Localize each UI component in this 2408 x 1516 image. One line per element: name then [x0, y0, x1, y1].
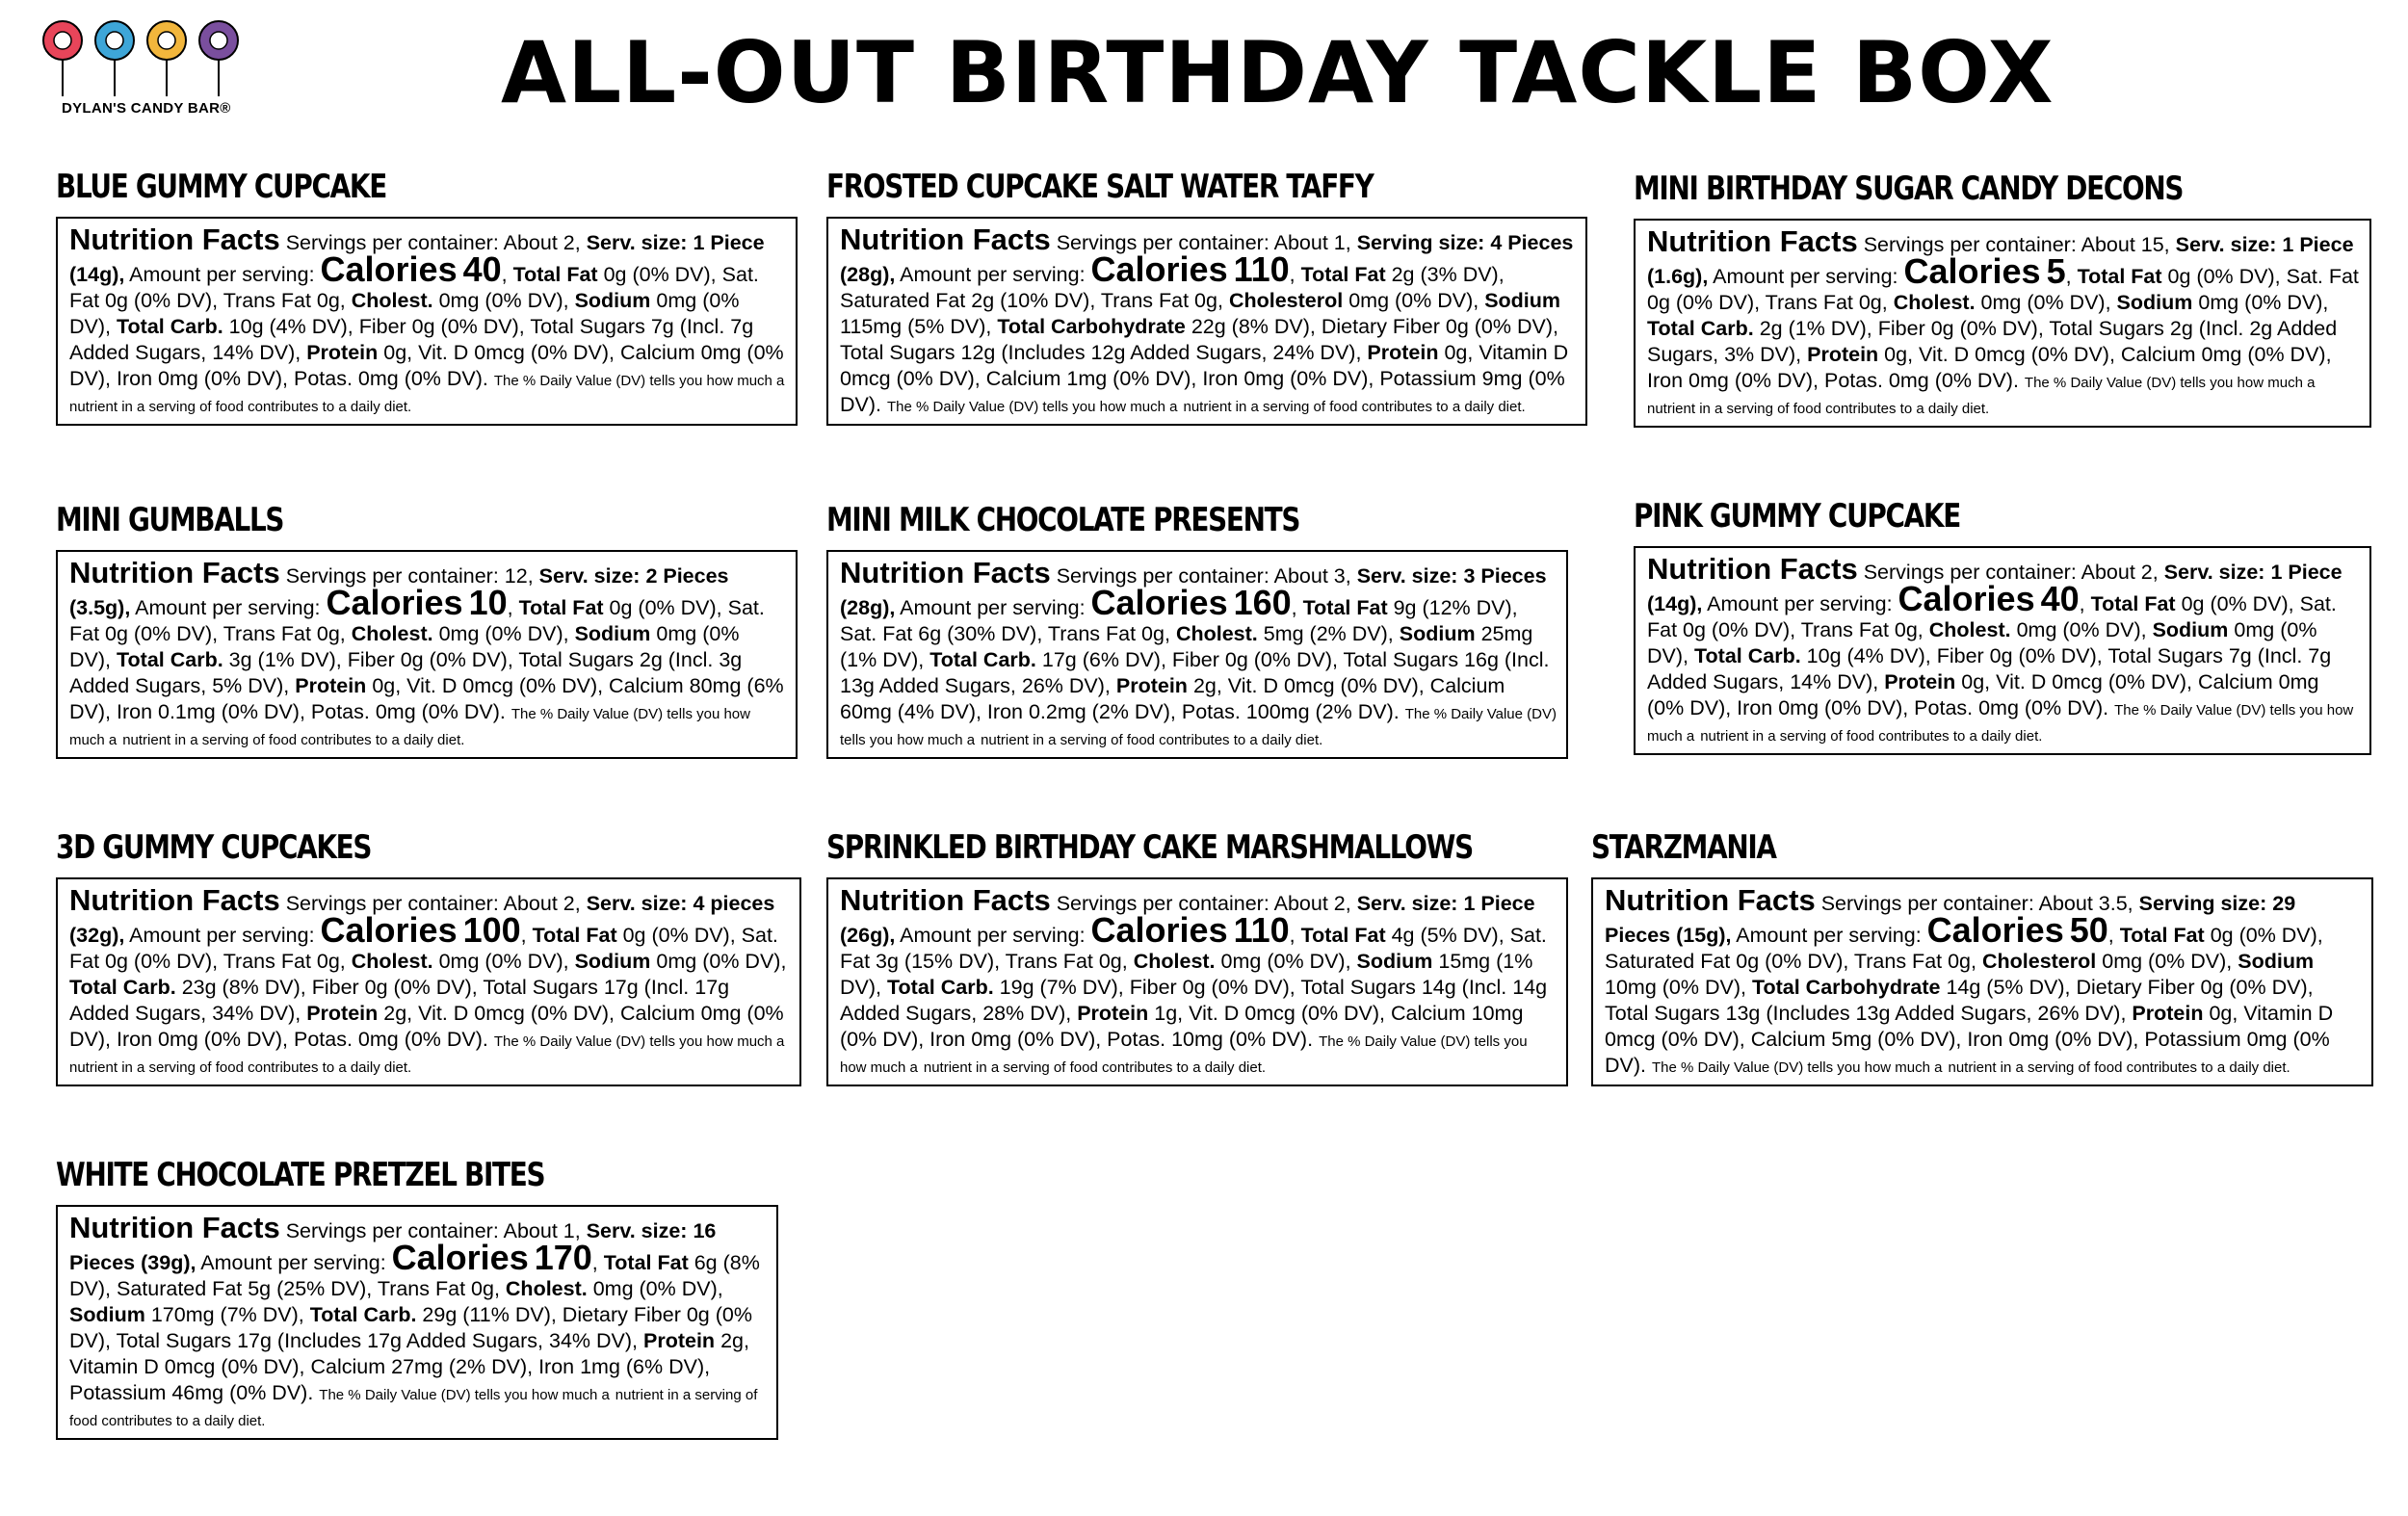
nutrient-value: 0mg (0% DV), [1647, 618, 2317, 668]
calories-label: Calories [326, 583, 463, 623]
nutrient-value: 0g (0% DV), [603, 263, 717, 287]
servings-label: Servings per container: [1820, 892, 2034, 916]
nutrient-label: Total Carb. [1647, 317, 1754, 341]
nutrient-value: Sat. Fat 0g (0% DV), Trans Fat 0g, [69, 263, 759, 313]
product-mini-gumballs [56, 503, 798, 759]
nutrient-value: 29g (11% DV), Dietary Fiber 0g (0% DV), Total Sugars 17g (Includes 17g Added Sugars, 34% DV), [69, 1303, 752, 1353]
product-sprinkled-birthday-cake-marshmallows [826, 830, 1568, 1086]
serving-size-value: 1 Piece (26g), [840, 892, 1535, 948]
serving-size-label: Serving size: [1356, 231, 1485, 255]
nutrient-label: Protein [1367, 341, 1439, 365]
servings-value: About 2, [2081, 561, 2159, 585]
dv-disclaimer-end: nutrient in a serving of food contributes to a daily diet. [69, 399, 412, 416]
dv-disclaimer-end: nutrient in a serving of food contributes to a daily diet. [122, 732, 465, 749]
nutrient-label: Sodium [574, 622, 651, 646]
servings-label: Servings per container: [285, 564, 499, 588]
nutrient-value: 22g (8% DV), Dietary Fiber 0g (0% DV), Total Sugars 12g (Includes 12g Added Sugars, 24% DV), [840, 315, 1558, 365]
nutrient-label: Sodium [2152, 618, 2229, 642]
nutrition-label: Nutrition Facts Servings per container: About 3, Serv. size: 3 Pieces (28g), Amount per serving: Calories 160, Total Fat 9g (12% DV), Sat. Fat 6g (30% DV), Trans Fat 0g, Cholest. 5mg (2% DV), Sodium 25mg (1% DV), Total Carb. 17g (6% DV), Fiber 0g (0% DV), Total Sugars 16g (Incl. 13g Added Sugars, 26% DV), Protein 2g, Vit. D 0mcg (0% DV), Calcium 60mg (4% DV), Iron 0.2mg (2% DV), Potas. 100mg (2% DV). The % Daily Value (DV) tells you how much a nutrient in a serving of food contributes to a daily diet. [826, 550, 1568, 759]
nutrition-facts-heading: Nutrition Facts [69, 1211, 280, 1245]
dv-disclaimer-end: nutrient in a serving of food contributes to a daily diet. [1647, 401, 1990, 418]
nutrient-label: Protein [1077, 1002, 1149, 1026]
nutrient-label: Sodium [1399, 622, 1476, 646]
nutrient-value: 2g, Vitamin D 0mcg (0% DV), Calcium 27mg (2% DV), Iron 1mg (6% DV), Potassium 46mg (0% DV). [69, 1329, 749, 1405]
nutrient-value: 1g, Vit. D 0mcg (0% DV), Calcium 10mg (0% DV), Iron 0mg (0% DV), Potas. 10mg (0% DV). [840, 1002, 1524, 1052]
nutrient-label: Total Fat [532, 924, 617, 948]
serving-size-label: Serv. size: [586, 892, 688, 916]
nutrient-label: Sodium [2238, 950, 2315, 974]
nutrient-label: Cholest. [351, 950, 433, 974]
nutrient-label: Total Fat [1300, 924, 1386, 948]
nutrient-value: 0mg (0% DV), [2198, 291, 2329, 315]
nutrient-label: Total Fat [512, 263, 598, 287]
nutrient-value: 170mg (7% DV), [150, 1303, 304, 1327]
calories-value: 160 [1233, 583, 1292, 623]
product-name: SPRINKLED BIRTHDAY CAKE MARSHMALLOWS [826, 828, 1473, 867]
nutrient-value: 0mg (0% DV), [69, 622, 740, 672]
servings-label: Servings per container: [285, 892, 499, 916]
nutrient-label: Cholest. [1928, 618, 2011, 642]
nutrient-value: 5mg (2% DV), [1263, 622, 1394, 646]
brand-name: DYLAN'S CANDY BAR® [62, 100, 231, 117]
nutrition-facts-heading: Nutrition Facts [840, 883, 1051, 918]
nutrient-value: 4g (5% DV), Sat. Fat 3g (15% DV), Trans Fat 0g, [840, 924, 1547, 974]
nutrient-value: 0mg (0% DV), [438, 622, 569, 646]
nutrient-value: 0mg (0% DV), [656, 950, 787, 974]
calories-value: 10 [468, 583, 508, 623]
nutrient-label: Sodium [2116, 291, 2193, 315]
nutrition-facts-heading: Nutrition Facts [69, 883, 280, 918]
nutrient-label: Total Fat [603, 1251, 689, 1275]
nutrient-label: Sodium [574, 950, 651, 974]
servings-value: About 3, [1273, 564, 1351, 588]
nutrient-label: Total Carb. [929, 648, 1036, 672]
nutrient-value: 6g (8% DV), Saturated Fat 5g (25% DV), Trans Fat 0g, [69, 1251, 760, 1301]
nutrient-value: 0g (0% DV), Sat. Fat 0g (0% DV), Trans Fat 0g, [69, 596, 765, 646]
nutrient-value: 0mg (0% DV), [1220, 950, 1351, 974]
nutrient-label: Total Fat [2119, 924, 2205, 948]
dv-disclaimer: The % Daily Value (DV) tells you how much a [1647, 702, 2354, 745]
nutrition-label: Nutrition Facts Servings per container: About 15, Serv. size: 1 Piece (1.6g), Amount per serving: Calories 5, Total Fat 0g (0% DV), Sat. Fat 0g (0% DV), Trans Fat 0g, Cholest. 0mg (0% DV), Sodium 0mg (0% DV), Total Carb. 2g (1% DV), Fiber 0g (0% DV), Total Sugars 2g (Incl. 2g Added Sugars, 3% DV), Protein 0g, Vit. D 0mcg (0% DV), Calcium 0mg (0% DV), Iron 0mg (0% DV), Potas. 0mg (0% DV). The % Daily Value (DV) tells you how much a nutrient in a serving of food contributes to a daily diet. [1634, 219, 2371, 428]
nutrient-label: Cholesterol [1981, 950, 2097, 974]
dv-disclaimer: The % Daily Value (DV) tells you how much a [69, 706, 750, 749]
servings-value: About 2, [503, 231, 581, 255]
calories-label: Calories [1903, 251, 2041, 292]
dv-disclaimer: The % Daily Value (DV) tells you how much a [493, 1033, 785, 1051]
product-name: PINK GUMMY CUPCAKE [1634, 497, 1960, 536]
nutrition-label: Nutrition Facts Servings per container: About 1, Serv. size: 16 Pieces (39g), Amount per serving: Calories 170, Total Fat 6g (8% DV), Saturated Fat 5g (25% DV), Trans Fat 0g, Cholest. 0mg (0% DV), Sodium 170mg (7% DV), Total Carb. 29g (11% DV), Dietary Fiber 0g (0% DV), Total Sugars 17g (Includes 17g Added Sugars, 34% DV), Protein 2g, Vitamin D 0mcg (0% DV), Calcium 27mg (2% DV), Iron 1mg (6% DV), Potassium 46mg (0% DV). The % Daily Value (DV) tells you how much a nutrient in a serving of food contributes to a daily diet. [56, 1205, 778, 1440]
serving-size-label: Serv. size: [1356, 564, 1458, 588]
product-starzmania [1591, 830, 2373, 1086]
product-white-chocolate-pretzel-bites [56, 1158, 778, 1440]
nutrient-label: Total Carb. [116, 648, 223, 672]
product-name: BLUE GUMMY CUPCAKE [56, 168, 386, 206]
product-mini-milk-chocolate-presents [826, 503, 1568, 759]
serving-size-label: Serv. size: [1356, 892, 1458, 916]
servings-value: About 2, [503, 892, 581, 916]
amount-per-serving-label: Amount per serving: [900, 596, 1086, 620]
nutrient-label: Protein [2132, 1002, 2204, 1026]
nutrient-value: 0mg (0% DV), [1980, 291, 2111, 315]
dv-disclaimer-end: nutrient in a serving of food contributes to a daily diet. [69, 1059, 412, 1077]
calories-value: 5 [2046, 251, 2066, 292]
serving-size-value: 1 Piece (14g), [1647, 561, 2343, 616]
nutrient-value: 15mg (1% DV), [840, 950, 1533, 1000]
amount-per-serving-label: Amount per serving: [900, 924, 1086, 948]
serving-size-label: Serv. size: [538, 564, 641, 588]
candy-icon [199, 21, 238, 96]
nutrition-label: Nutrition Facts Servings per container: About 2, Serv. size: 4 pieces (32g), Amount per serving: Calories 100, Total Fat 0g (0% DV), Sat. Fat 0g (0% DV), Trans Fat 0g, Cholest. 0mg (0% DV), Sodium 0mg (0% DV), Total Carb. 23g (8% DV), Fiber 0g (0% DV), Total Sugars 17g (Incl. 17g Added Sugars, 34% DV), Protein 2g, Vit. D 0mcg (0% DV), Calcium 0mg (0% DV), Iron 0mg (0% DV), Potas. 0mg (0% DV). The % Daily Value (DV) tells you how much a nutrient in a serving of food contributes to a daily diet. [56, 877, 801, 1086]
serving-size-label: Serv. size: [2163, 561, 2265, 585]
servings-value: About 15, [2081, 233, 2170, 257]
product-pink-gummy-cupcake [1634, 499, 2371, 755]
nutrient-label: Protein [1884, 670, 1956, 694]
nutrition-facts-heading: Nutrition Facts [69, 556, 280, 590]
serving-size-value: 3 Pieces (28g), [840, 564, 1547, 620]
amount-per-serving-label: Amount per serving: [200, 1251, 386, 1275]
dv-disclaimer: The % Daily Value (DV) tells you how much a [2024, 375, 2316, 392]
calories-label: Calories [1926, 910, 2064, 951]
nutrient-label: Cholest. [351, 622, 433, 646]
calories-value: 110 [1233, 249, 1290, 290]
dv-disclaimer: The % Daily Value (DV) tells you how much a [1651, 1059, 1943, 1077]
serving-size-value: 1 Piece (14g), [69, 231, 765, 287]
nutrition-label: Nutrition Facts Servings per container: About 3.5, Serving size: 29 Pieces (15g), Amount per serving: Calories 50, Total Fat 0g (0% DV), Saturated Fat 0g (0% DV), Trans Fat 0g, Cholesterol 0mg (0% DV), Sodium 10mg (0% DV), Total Carbohydrate 14g (5% DV), Dietary Fiber 0g (0% DV), Total Sugars 13g (Includes 13g Added Sugars, 26% DV), Protein 0g, Vitamin D 0mcg (0% DV), Calcium 5mg (0% DV), Iron 0mg (0% DV), Potassium 0mg (0% DV). The % Daily Value (DV) tells you how much a nutrient in a serving of food contributes to a daily diet. [1591, 877, 2373, 1086]
servings-label: Servings per container: [1056, 231, 1269, 255]
serving-size-label: Serv. size: [2175, 233, 2277, 257]
product-name: 3D GUMMY CUPCAKES [56, 828, 372, 867]
nutrition-label: Nutrition Facts Servings per container: 12, Serv. size: 2 Pieces (3.5g), Amount per serving: Calories 10, Total Fat 0g (0% DV), Sat. Fat 0g (0% DV), Trans Fat 0g, Cholest. 0mg (0% DV), Sodium 0mg (0% DV), Total Carb. 3g (1% DV), Fiber 0g (0% DV), Total Sugars 2g (Incl. 3g Added Sugars, 5% DV), Protein 0g, Vit. D 0mcg (0% DV), Calcium 80mg (6% DV), Iron 0.1mg (0% DV), Potas. 0mg (0% DV). The % Daily Value (DV) tells you how much a nutrient in a serving of food contributes to a daily diet. [56, 550, 798, 759]
servings-value: About 1, [1273, 231, 1351, 255]
nutrient-value: 23g (8% DV), Fiber 0g (0% DV), Total Sugars 17g (Incl. 17g Added Sugars, 34% DV), [69, 976, 730, 1026]
amount-per-serving-label: Amount per serving: [129, 263, 315, 287]
nutrient-label: Protein [643, 1329, 716, 1353]
serving-size-value: 4 pieces (32g), [69, 892, 775, 948]
serving-size-value: 16 Pieces (39g), [69, 1219, 717, 1275]
serving-size-label: Serving size: [2138, 892, 2267, 916]
nutrient-value: 14g (5% DV), Dietary Fiber 0g (0% DV), Total Sugars 13g (Includes 13g Added Sugars, 26% DV), [1605, 976, 2314, 1026]
servings-value: About 2, [1273, 892, 1351, 916]
calories-label: Calories [320, 249, 458, 290]
nutrient-label: Total Carb. [1693, 644, 1801, 668]
calories-value: 100 [462, 910, 521, 951]
amount-per-serving-label: Amount per serving: [135, 596, 321, 620]
amount-per-serving-label: Amount per serving: [129, 924, 315, 948]
nutrient-label: Protein [306, 341, 379, 365]
nutrient-value: 0g, Vitamin D 0mcg (0% DV), Calcium 1mg (0% DV), Iron 0mg (0% DV), Potassium 9mg (0% DV). [840, 341, 1569, 417]
nutrient-value: 0g (0% DV), Sat. Fat 0g (0% DV), Trans Fat 0g, [1647, 592, 2337, 642]
nutrient-label: Total Fat [518, 596, 604, 620]
nutrient-label: Total Fat [2077, 265, 2162, 289]
nutrient-value: 9g (12% DV), Sat. Fat 6g (30% DV), Trans Fat 0g, [840, 596, 1518, 646]
nutrient-label: Protein [306, 1002, 379, 1026]
product-name: WHITE CHOCOLATE PRETZEL BITES [56, 1156, 545, 1194]
nutrient-value: 0g (0% DV), Saturated Fat 0g (0% DV), Trans Fat 0g, [1605, 924, 2323, 974]
page-title: ALL-OUT BIRTHDAY TACKLE BOX [501, 23, 2055, 122]
servings-value: 12, [504, 564, 534, 588]
serving-size-value: 1 Piece (1.6g), [1647, 233, 2354, 289]
candy-icon [43, 21, 82, 96]
servings-label: Servings per container: [1056, 892, 1269, 916]
nutrient-label: Cholest. [351, 289, 433, 313]
nutrition-facts-heading: Nutrition Facts [1647, 224, 1858, 259]
nutrient-value: 2g, Vit. D 0mcg (0% DV), Calcium 60mg (4% DV), Iron 0.2mg (2% DV), Potas. 100mg (2% DV). [840, 674, 1505, 724]
nutrient-value: 0mg (0% DV), [1348, 289, 1479, 313]
nutrient-label: Sodium [1356, 950, 1433, 974]
nutrient-label: Total Carb. [69, 976, 176, 1000]
dv-disclaimer-end: nutrient in a serving of food contributes to a daily diet. [1948, 1059, 2290, 1077]
nutrition-facts-heading: Nutrition Facts [69, 222, 280, 257]
nutrient-label: Total Carb. [886, 976, 994, 1000]
nutrient-value: 0g, Vit. D 0mcg (0% DV), Calcium 80mg (6% DV), Iron 0.1mg (0% DV), Potas. 0mg (0% DV). [69, 674, 784, 724]
nutrient-value: 25mg (1% DV), [840, 622, 1533, 672]
serving-size-value: 29 Pieces (15g), [1605, 892, 2296, 948]
product-name: MINI GUMBALLS [56, 501, 284, 539]
nutrient-value: 0g, Vitamin D 0mcg (0% DV), Calcium 5mg (0% DV), Iron 0mg (0% DV), Potassium 0mg (0% DV). [1605, 1002, 2334, 1078]
nutrition-facts-heading: Nutrition Facts [840, 222, 1051, 257]
calories-value: 50 [2069, 910, 2108, 951]
nutrient-label: Sodium [574, 289, 651, 313]
nutrient-value: 10mg (0% DV), [1605, 976, 1746, 1000]
serving-size-value: 2 Pieces (3.5g), [69, 564, 729, 620]
calories-value: 40 [462, 249, 502, 290]
nutrition-label: Nutrition Facts Servings per container: About 2, Serv. size: 1 Piece (26g), Amount per serving: Calories 110, Total Fat 4g (5% DV), Sat. Fat 3g (15% DV), Trans Fat 0g, Cholest. 0mg (0% DV), Sodium 15mg (1% DV), Total Carb. 19g (7% DV), Fiber 0g (0% DV), Total Sugars 14g (Incl. 14g Added Sugars, 28% DV), Protein 1g, Vit. D 0mcg (0% DV), Calcium 10mg (0% DV), Iron 0mg (0% DV), Potas. 10mg (0% DV). The % Daily Value (DV) tells you how much a nutrient in a serving of food contributes to a daily diet. [826, 877, 1568, 1086]
nutrient-label: Total Carbohydrate [1751, 976, 1941, 1000]
calories-label: Calories [320, 910, 458, 951]
calories-label: Calories [1090, 910, 1228, 951]
dv-disclaimer-end: nutrient in a serving of food contributes to a daily diet. [981, 732, 1323, 749]
calories-label: Calories [1090, 249, 1228, 290]
nutrient-value: 2g (3% DV), Saturated Fat 2g (10% DV), Trans Fat 0g, [840, 263, 1505, 313]
calories-label: Calories [1898, 579, 2035, 619]
nutrient-value: 19g (7% DV), Fiber 0g (0% DV), Total Sugars 14g (Incl. 14g Added Sugars, 28% DV), [840, 976, 1548, 1026]
dv-disclaimer-end: nutrient in a serving of food contributes to a daily diet. [1183, 399, 1526, 416]
nutrient-value: 115mg (5% DV), [840, 315, 992, 339]
nutrient-value: 0mg (0% DV), [2102, 950, 2233, 974]
nutrient-value: 10g (4% DV), Fiber 0g (0% DV), Total Sugars 7g (Incl. 7g Added Sugars, 14% DV), [69, 315, 754, 365]
nutrient-value: 0mg (0% DV), [69, 289, 740, 339]
candy-icon [147, 21, 186, 96]
product-3d-gummy-cupcakes [56, 830, 801, 1086]
dv-disclaimer: The % Daily Value (DV) tells you how much a [840, 1033, 1528, 1077]
nutrient-value: 0g, Vit. D 0mcg (0% DV), Calcium 0mg (0% DV), Iron 0mg (0% DV), Potas. 0mg (0% DV). [1647, 343, 2332, 393]
dv-disclaimer: The % Daily Value (DV) tells you how much a [840, 706, 1557, 749]
servings-value: About 3.5, [2038, 892, 2133, 916]
product-name: MINI MILK CHOCOLATE PRESENTS [826, 501, 1300, 539]
amount-per-serving-label: Amount per serving: [1736, 924, 1922, 948]
product-blue-gummy-cupcake [56, 170, 798, 426]
calories-value: 170 [534, 1238, 592, 1278]
servings-label: Servings per container: [1863, 233, 2077, 257]
nutrient-label: Cholest. [1893, 291, 1976, 315]
servings-value: About 1, [503, 1219, 581, 1243]
calories-label: Calories [391, 1238, 529, 1278]
nutrient-label: Protein [1115, 674, 1188, 698]
nutrient-label: Cholest. [1133, 950, 1216, 974]
nutrition-facts-heading: Nutrition Facts [840, 556, 1051, 590]
dv-disclaimer-end: nutrient in a serving of food contributes to a daily diet. [1700, 728, 2043, 745]
dv-disclaimer-end: nutrient in a serving of food contributes to a daily diet. [69, 1387, 758, 1430]
nutrient-label: Total Carb. [116, 315, 223, 339]
nutrient-value: 0mg (0% DV), [438, 950, 569, 974]
servings-label: Servings per container: [1863, 561, 2077, 585]
nutrition-label: Nutrition Facts Servings per container: About 2, Serv. size: 1 Piece (14g), Amount per serving: Calories 40, Total Fat 0g (0% DV), Sat. Fat 0g (0% DV), Trans Fat 0g, Cholest. 0mg (0% DV), Sodium 0mg (0% DV), Total Carb. 10g (4% DV), Fiber 0g (0% DV), Total Sugars 7g (Incl. 7g Added Sugars, 14% DV), Protein 0g, Vit. D 0mcg (0% DV), Calcium 0mg (0% DV), Iron 0mg (0% DV), Potas. 0mg (0% DV). The % Daily Value (DV) tells you how much a nutrient in a serving of food contributes to a daily diet. [56, 217, 798, 426]
serving-size-label: Serv. size: [586, 231, 688, 255]
nutrient-label: Protein [295, 674, 367, 698]
nutrient-value: 0mg (0% DV), [438, 289, 569, 313]
nutrient-value: 2g, Vit. D 0mcg (0% DV), Calcium 0mg (0% DV), Iron 0mg (0% DV), Potas. 0mg (0% DV). [69, 1002, 784, 1052]
amount-per-serving-label: Amount per serving: [1707, 592, 1893, 616]
nutrient-label: Protein [1807, 343, 1879, 367]
product-mini-birthday-sugar-candy-decons [1634, 171, 2371, 428]
nutrient-value: 0g (0% DV), Sat. Fat 0g (0% DV), Trans Fat 0g, [69, 924, 778, 974]
nutrient-value: 0mg (0% DV), [2016, 618, 2147, 642]
nutrient-label: Cholesterol [1228, 289, 1344, 313]
nutrient-value: 0g (0% DV), Sat. Fat 0g (0% DV), Trans Fat 0g, [1647, 265, 2359, 315]
nutrient-label: Sodium [1484, 289, 1561, 313]
nutrient-value: 3g (1% DV), Fiber 0g (0% DV), Total Sugars 2g (Incl. 3g Added Sugars, 5% DV), [69, 648, 743, 698]
nutrient-value: 0mg (0% DV), [592, 1277, 723, 1301]
calories-label: Calories [1090, 583, 1228, 623]
servings-label: Servings per container: [1056, 564, 1269, 588]
calories-value: 110 [1233, 910, 1290, 951]
product-name: MINI BIRTHDAY SUGAR CANDY DECONS [1634, 170, 2184, 208]
lollipop-logo-icon [39, 17, 289, 104]
amount-per-serving-label: Amount per serving: [1713, 265, 1898, 289]
serving-size-value: 4 Pieces (28g), [840, 231, 1574, 287]
nutrient-value: 10g (4% DV), Fiber 0g (0% DV), Total Sugars 7g (Incl. 7g Added Sugars, 14% DV), [1647, 644, 2332, 694]
dv-disclaimer: The % Daily Value (DV) tells you how much a [886, 399, 1178, 416]
nutrient-value: 0g, Vit. D 0mcg (0% DV), Calcium 0mg (0% DV), Iron 0mg (0% DV), Potas. 0mg (0% DV). [1647, 670, 2319, 720]
candy-icon [95, 21, 134, 96]
nutrient-label: Total Fat [2090, 592, 2176, 616]
servings-label: Servings per container: [285, 231, 499, 255]
nutrient-value: 2g (1% DV), Fiber 0g (0% DV), Total Sugars 2g (Incl. 2g Added Sugars, 3% DV), [1647, 317, 2338, 367]
nutrient-value: 0g, Vit. D 0mcg (0% DV), Calcium 0mg (0% DV), Iron 0mg (0% DV), Potas. 0mg (0% DV). [69, 341, 784, 391]
product-frosted-cupcake-salt-water-taffy [826, 170, 1587, 426]
nutrient-label: Cholest. [1175, 622, 1258, 646]
nutrient-label: Cholest. [505, 1277, 588, 1301]
amount-per-serving-label: Amount per serving: [900, 263, 1086, 287]
servings-label: Servings per container: [285, 1219, 499, 1243]
nutrient-label: Sodium [69, 1303, 145, 1327]
nutrient-label: Total Carbohydrate [997, 315, 1186, 339]
dv-disclaimer-end: nutrient in a serving of food contributes to a daily diet. [923, 1059, 1267, 1077]
product-name: STARZMANIA [1591, 828, 1776, 867]
calories-value: 40 [2040, 579, 2080, 619]
nutrient-label: Total Fat [1300, 263, 1386, 287]
nutrition-label: Nutrition Facts Servings per container: About 1, Serving size: 4 Pieces (28g), Amount per serving: Calories 110, Total Fat 2g (3% DV), Saturated Fat 2g (10% DV), Trans Fat 0g, Cholesterol 0mg (0% DV), Sodium 115mg (5% DV), Total Carbohydrate 22g (8% DV), Dietary Fiber 0g (0% DV), Total Sugars 12g (Includes 12g Added Sugars, 24% DV), Protein 0g, Vitamin D 0mcg (0% DV), Calcium 1mg (0% DV), Iron 0mg (0% DV), Potassium 9mg (0% DV). The % Daily Value (DV) tells you how much a nutrient in a serving of food contributes to a daily diet. [826, 217, 1587, 426]
nutrient-value: 17g (6% DV), Fiber 0g (0% DV), Total Sugars 16g (Incl. 13g Added Sugars, 26% DV), [840, 648, 1550, 698]
serving-size-label: Serv. size: [586, 1219, 688, 1243]
nutrient-label: Total Carb. [309, 1303, 417, 1327]
nutrition-facts-heading: Nutrition Facts [1647, 552, 1858, 587]
nutrient-label: Total Fat [1302, 596, 1388, 620]
nutrition-label: Nutrition Facts Servings per container: About 2, Serv. size: 1 Piece (14g), Amount per serving: Calories 40, Total Fat 0g (0% DV), Sat. Fat 0g (0% DV), Trans Fat 0g, Cholest. 0mg (0% DV), Sodium 0mg (0% DV), Total Carb. 10g (4% DV), Fiber 0g (0% DV), Total Sugars 7g (Incl. 7g Added Sugars, 14% DV), Protein 0g, Vit. D 0mcg (0% DV), Calcium 0mg (0% DV), Iron 0mg (0% DV), Potas. 0mg (0% DV). The % Daily Value (DV) tells you how much a nutrient in a serving of food contributes to a daily diet. [1634, 546, 2371, 755]
nutrition-facts-heading: Nutrition Facts [1605, 883, 1816, 918]
dv-disclaimer: The % Daily Value (DV) tells you how much a [493, 373, 785, 390]
product-name: FROSTED CUPCAKE SALT WATER TAFFY [826, 168, 1374, 206]
dv-disclaimer: The % Daily Value (DV) tells you how much a [319, 1387, 610, 1404]
